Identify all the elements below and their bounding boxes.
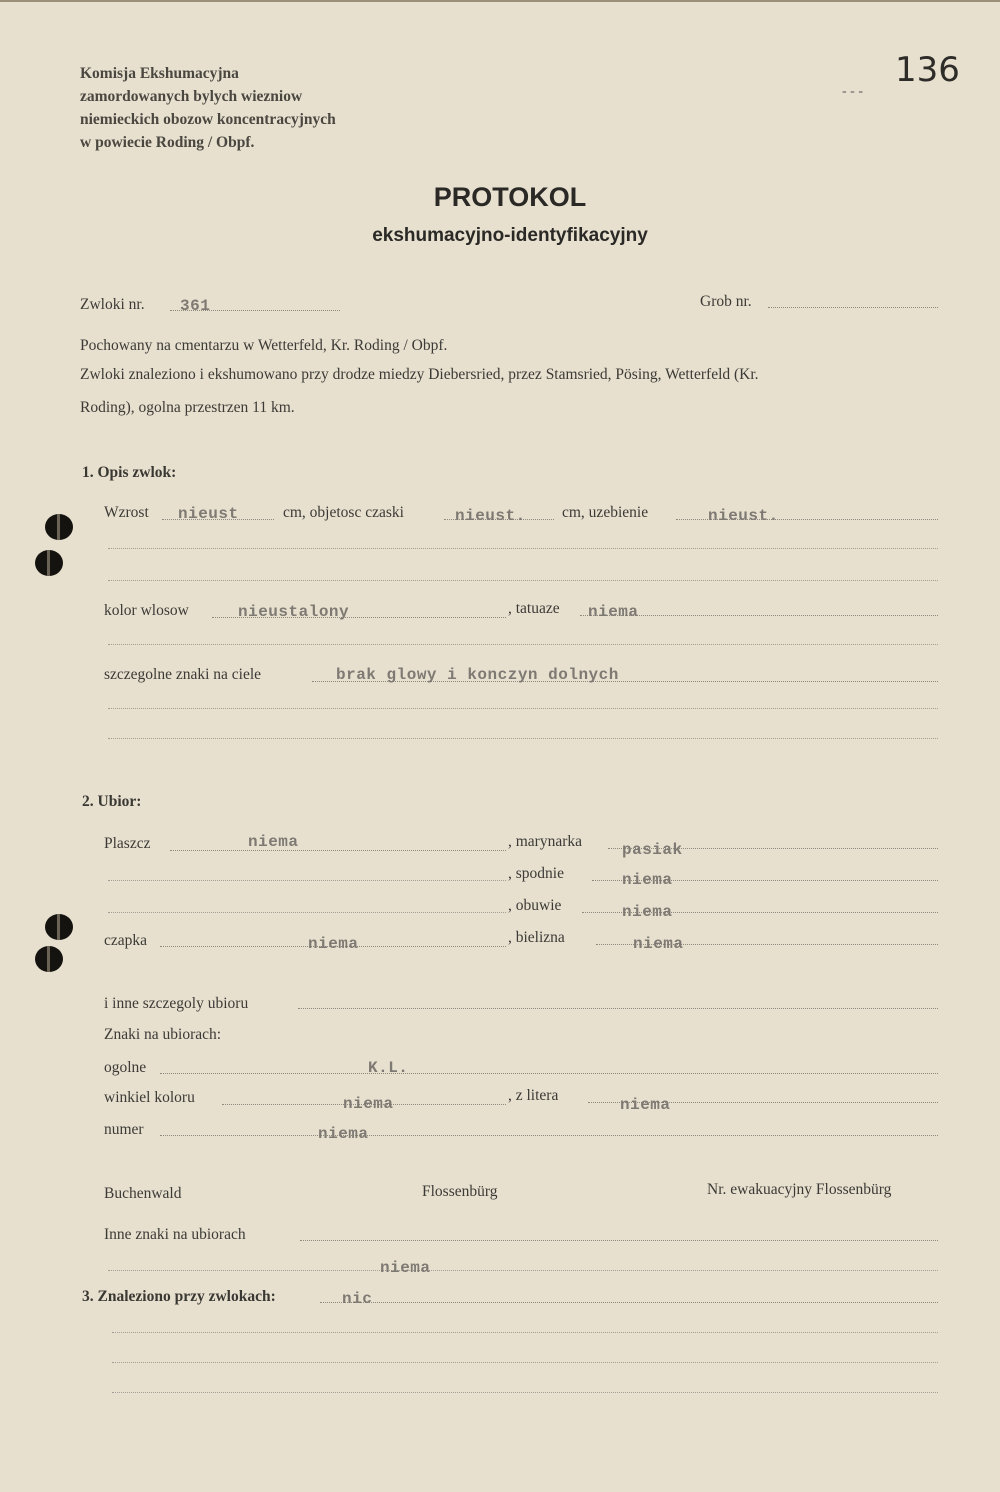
org-line: w powiecie Roding / Obpf.: [80, 134, 255, 151]
tattoo-label: , tatuaze: [508, 600, 560, 617]
buchenwald-label: Buchenwald: [104, 1185, 182, 1202]
cemetery-text: Pochowany na cmentarzu w Wetterfeld, Kr. Roding / Obpf.: [80, 337, 448, 354]
jacket-label: , marynarka: [508, 833, 583, 850]
found-location-line-2: Roding), ogolna przestrzen 11 km.: [80, 399, 295, 416]
height-label: Wzrost: [104, 504, 149, 521]
binder-hole-icon: [35, 550, 63, 576]
height-value: nieust: [178, 505, 239, 523]
coat-label: Plaszcz: [104, 835, 151, 852]
section-2-heading: 2. Ubior:: [82, 793, 142, 810]
body-number-label: Zwloki nr.: [80, 296, 145, 313]
cap-value: niema: [308, 935, 359, 953]
other-clothing-marks-label: Inne znaki na ubiorach: [104, 1226, 246, 1243]
hair-color-value: nieustalony: [238, 603, 350, 621]
body-marks-label: szczegolne znaki na ciele: [104, 666, 262, 683]
underwear-label: , bielizna: [508, 929, 565, 946]
grave-number-label: Grob nr.: [700, 293, 752, 310]
binder-hole-icon: [45, 914, 73, 940]
body-number-value: 361: [180, 297, 211, 315]
page-subtitle: ekshumacyjno-identyfikacyjny: [372, 225, 648, 246]
coat-value: niema: [248, 833, 299, 851]
flossenburg-label: Flossenbürg: [422, 1183, 498, 1200]
org-line: Komisja Ekshumacyjna: [80, 65, 239, 82]
page-title: PROTOKOL: [433, 182, 587, 212]
hair-color-label: kolor wlosow: [104, 602, 189, 619]
general-marks-value: K.L.: [368, 1059, 409, 1077]
organization-header: [80, 62, 336, 154]
trousers-label: , spodnie: [508, 865, 564, 882]
shoes-value: niema: [622, 903, 673, 921]
binder-hole-icon: [45, 514, 73, 540]
page-number: 136: [895, 50, 960, 90]
org-line: niemieckich obozow koncentracyjnych: [80, 111, 336, 128]
other-clothing-details-label: i inne szczegoly ubioru: [104, 995, 249, 1012]
jacket-value: pasiak: [622, 841, 683, 859]
triangle-color-label: winkiel koloru: [104, 1089, 195, 1106]
teeth-value: nieust.: [708, 507, 779, 525]
binder-hole-icon: [35, 946, 63, 972]
evacuation-number-label: Nr. ewakuacyjny Flossenbürg: [707, 1181, 892, 1198]
skull-label: cm, objetosc czaski: [283, 504, 404, 521]
number-value: niema: [318, 1125, 369, 1143]
underwear-value: niema: [633, 935, 684, 953]
cap-label: czapka: [104, 932, 148, 949]
other-clothing-marks-value: niema: [380, 1259, 431, 1277]
trousers-value: niema: [622, 871, 673, 889]
teeth-label: cm, uzebienie: [562, 504, 649, 521]
page-marks: - - -: [842, 84, 863, 99]
org-line: zamordowanych bylych wiezniow: [80, 88, 303, 105]
body-marks-value: brak glowy i konczyn dolnych: [336, 666, 619, 684]
section-3-heading: 3. Znaleziono przy zwlokach:: [82, 1288, 276, 1305]
letter-value: niema: [620, 1096, 671, 1114]
shoes-label: , obuwie: [508, 897, 562, 914]
triangle-color-value: niema: [343, 1095, 394, 1113]
general-marks-label: ogolne: [104, 1059, 147, 1076]
clothing-marks-heading: Znaki na ubiorach:: [104, 1026, 222, 1043]
letter-label: , z litera: [508, 1087, 559, 1104]
tattoo-value: niema: [588, 603, 639, 621]
number-label: numer: [104, 1121, 144, 1138]
section-1-heading: 1. Opis zwlok:: [82, 464, 177, 481]
found-location-line-1: Zwloki znaleziono i ekshumowano przy drodze miedzy Diebersried, przez Stamsried, Pösing, Wetterfeld (Kr.: [80, 366, 759, 383]
skull-value: nieust.: [455, 507, 526, 525]
found-items-value: nic: [342, 1290, 373, 1308]
